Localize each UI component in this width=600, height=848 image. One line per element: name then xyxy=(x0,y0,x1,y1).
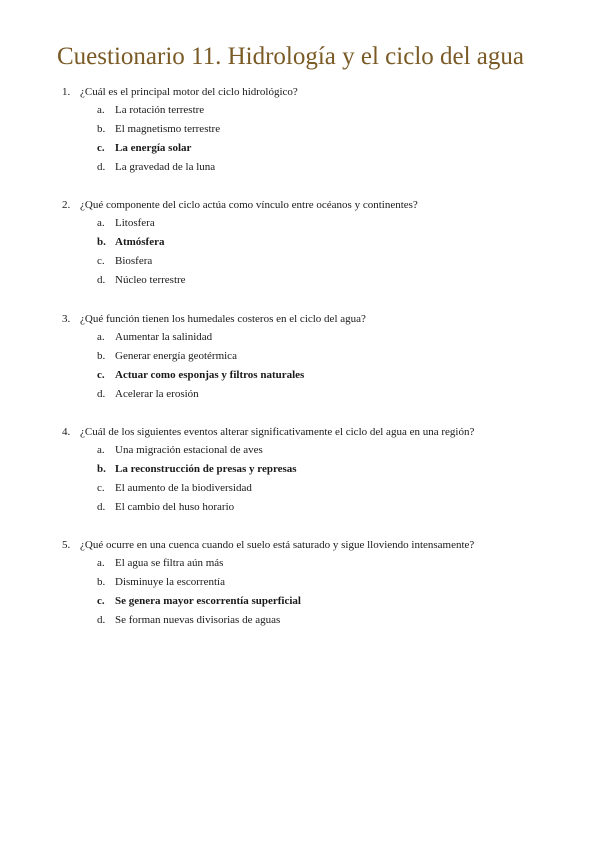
option-letter: d. xyxy=(97,388,106,400)
question-number: 1. xyxy=(62,86,71,98)
option-a xyxy=(0,441,600,460)
question-text: ¿Qué ocurre en una cuenca cuando el suelo está saturado y sigue lloviendo intensamente? xyxy=(80,539,475,551)
option-letter: d. xyxy=(97,274,106,286)
option-text: La rotación terrestre xyxy=(115,104,205,116)
option-letter: a. xyxy=(97,557,105,569)
option-c xyxy=(0,252,600,271)
option-d xyxy=(0,271,600,290)
option-text: El agua se filtra aún más xyxy=(115,557,224,569)
option-letter: d. xyxy=(97,161,106,173)
question-text: ¿Qué función tienen los humedales costeros en el ciclo del agua? xyxy=(80,313,366,325)
question-5 xyxy=(0,536,600,630)
question-number: 2. xyxy=(62,199,71,211)
option-list xyxy=(0,214,600,290)
question-3 xyxy=(0,310,600,404)
question-text: ¿Cuál de los siguientes eventos alterar significativamente el ciclo del agua en una región? xyxy=(80,426,475,438)
option-letter: b. xyxy=(97,123,106,135)
option-letter: b. xyxy=(97,350,106,362)
question-prompt xyxy=(0,536,600,554)
option-text: Disminuye la escorrentía xyxy=(115,576,225,588)
option-d xyxy=(0,385,600,404)
option-list xyxy=(0,101,600,177)
option-b-correct xyxy=(0,233,600,252)
option-text: Biosfera xyxy=(115,255,153,267)
question-1 xyxy=(0,83,600,177)
option-d xyxy=(0,611,600,630)
option-text: Se genera mayor escorrentía superficial xyxy=(115,595,301,607)
option-letter: a. xyxy=(97,217,105,229)
option-text: Núcleo terrestre xyxy=(115,274,186,286)
option-c xyxy=(0,479,600,498)
option-a xyxy=(0,101,600,120)
option-b xyxy=(0,573,600,592)
question-4 xyxy=(0,423,600,517)
option-text: Atmósfera xyxy=(115,236,165,248)
option-letter: b. xyxy=(97,463,106,475)
option-letter: d. xyxy=(97,614,106,626)
option-b-correct xyxy=(0,460,600,479)
option-letter: c. xyxy=(97,482,105,494)
question-prompt xyxy=(0,423,600,441)
option-text: La reconstrucción de presas y represas xyxy=(115,463,297,475)
option-c-correct xyxy=(0,139,600,158)
option-letter: c. xyxy=(97,369,105,381)
option-text: Aumentar la salinidad xyxy=(115,331,213,343)
option-d xyxy=(0,158,600,177)
question-number: 3. xyxy=(62,313,71,325)
question-text: ¿Qué componente del ciclo actúa como vínculo entre océanos y continentes? xyxy=(80,199,418,211)
option-text: Se forman nuevas divisorias de aguas xyxy=(115,614,281,626)
page-title: Cuestionario 11. Hidrología y el ciclo del agua xyxy=(57,43,525,70)
question-number: 5. xyxy=(62,539,71,551)
option-text: Litosfera xyxy=(115,217,155,229)
option-b xyxy=(0,347,600,366)
option-d xyxy=(0,498,600,517)
option-text: La energía solar xyxy=(115,142,192,154)
option-list xyxy=(0,328,600,404)
question-prompt xyxy=(0,310,600,328)
question-text: ¿Cuál es el principal motor del ciclo hidrológico? xyxy=(80,86,298,98)
question-prompt xyxy=(0,196,600,214)
option-text: El cambio del huso horario xyxy=(115,501,235,513)
option-letter: c. xyxy=(97,595,105,607)
option-text: Generar energía geotérmica xyxy=(115,350,237,362)
option-list xyxy=(0,441,600,517)
option-text: La gravedad de la luna xyxy=(115,161,216,173)
option-a xyxy=(0,214,600,233)
question-2 xyxy=(0,196,600,290)
option-list xyxy=(0,554,600,630)
question-prompt xyxy=(0,83,600,101)
option-letter: c. xyxy=(97,142,105,154)
option-letter: a. xyxy=(97,444,105,456)
option-text: El magnetismo terrestre xyxy=(115,123,221,135)
option-letter: c. xyxy=(97,255,105,267)
option-a xyxy=(0,554,600,573)
option-text: Acelerar la erosión xyxy=(115,388,199,400)
option-text: El aumento de la biodiversidad xyxy=(115,482,252,494)
option-c-correct xyxy=(0,366,600,385)
option-b xyxy=(0,120,600,139)
option-letter: b. xyxy=(97,236,106,248)
option-text: Una migración estacional de aves xyxy=(115,444,263,456)
option-text: Actuar como esponjas y filtros naturales xyxy=(115,369,305,381)
option-letter: a. xyxy=(97,104,105,116)
question-number: 4. xyxy=(62,426,71,438)
option-letter: a. xyxy=(97,331,105,343)
option-c-correct xyxy=(0,592,600,611)
option-a xyxy=(0,328,600,347)
option-letter: d. xyxy=(97,501,106,513)
option-letter: b. xyxy=(97,576,106,588)
